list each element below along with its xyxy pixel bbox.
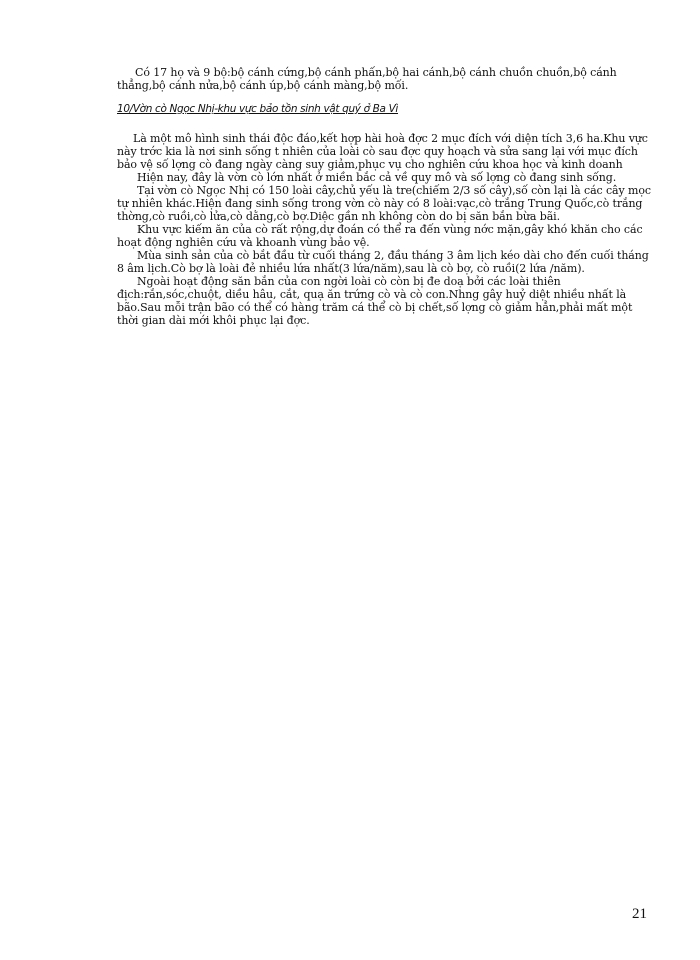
paragraph: Hiện nay, đây là vờn cò lớn nhất ở miền bắc cả về quy mô và số lợng cò đang sinh sống. [137,171,617,184]
paragraph: Tại vờn cò Ngọc Nhị có 150 loài cây,chủ yếu là tre(chiếm 2/3 số cây),số còn lại là các cây mọc tự nhiên khác.Hiện đang sinh sống trong vờn cò này có 8 loài:vạc,cò trắng Trung Quốc,cò trắng thờng,cò ruồi,cò lửa,cò dằng,cò bợ.Diệc gần nh không còn do bị săn bắn bừa bãi. [117,184,651,223]
intro-paragraph: Có 17 họ và 9 bộ:bộ cánh cứng,bộ cánh phấn,bộ hai cánh,bộ cánh chuồn chuồn,bộ cánh thẳng,bộ cánh nửa,bộ cánh úp,bộ cánh màng,bộ mối. [117,66,617,92]
page-number: 21 [632,906,647,922]
section-heading: 10/Vờn cò Ngọc Nhị-khu vực bảo tồn sinh vật quý ở Ba Vì [117,103,399,115]
paragraph: Ngoài hoạt động săn bắn của con ngời loài cò còn bị đe doạ bởi các loài thiên địch:rắn,sóc,chuột, diều hâu, cắt, quạ ăn trứng cò và cò con.Nhng gây huỷ diệt nhiều nhất là bão.Sau mỗi trận bão có thể có hàng trăm cá thể cò bị chết,số lợng cò giảm hẳn,phải mất một thời gian dài mới khôi phục lại đợc. [117,275,633,327]
paragraph: Mùa sinh sản của cò bắt đầu từ cuối tháng 2, đầu tháng 3 âm lịch kéo dài cho đến cuối tháng 8 âm lịch.Cò bợ là loài đẻ nhiều lứa nhất(3 lứa/năm),sau là cò bợ, cò ruồi(2 lứa /năm). [117,249,649,275]
paragraph: Là một mô hình sinh thái độc đáo,kết hợp hài hoà đợc 2 mục đích với diện tích 3,6 ha.Khu vực này trớc kia là nơi sinh sống t nhiên của loài cò sau đợc quy hoạch và sửa sang lại với mục đích bảo vệ số lợng cò đang ngày càng suy giảm,phục vụ cho nghiên cứu khoa học và kinh doanh [117,132,648,171]
paragraph: Khu vực kiếm ăn của cò rất rộng,dự đoán có thể ra đến vùng nớc mặn,gây khó khăn cho các hoạt động nghiên cứu và khoanh vùng bảo vệ. [117,223,643,249]
body-text [117,66,652,327]
